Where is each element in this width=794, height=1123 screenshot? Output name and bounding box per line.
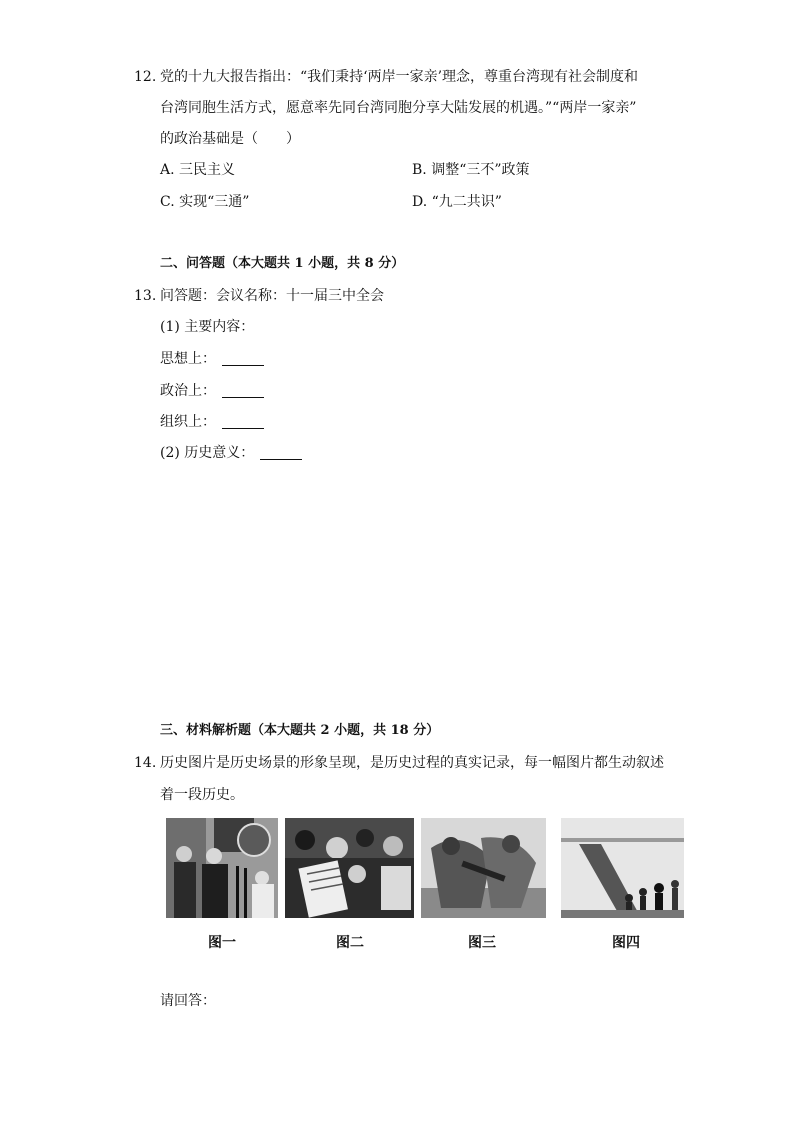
thought-row bbox=[160, 351, 264, 366]
photo-1 bbox=[166, 818, 278, 918]
question-14-number: 14. bbox=[134, 755, 157, 771]
question-12-line-1: 党的十九大报告指出：“我们秉持‘两岸一家亲’理念，尊重台湾现有社会制度和 bbox=[160, 69, 639, 85]
section-2-title: 二、问答题（本大题共 1 小题，共 8 分） bbox=[160, 256, 405, 271]
question-13-part-1: (1) 主要内容： bbox=[160, 319, 255, 335]
photo-2 bbox=[285, 818, 414, 918]
caption-2: 图二 bbox=[336, 935, 364, 951]
option-b: B. 调整“三不”政策 bbox=[412, 162, 530, 178]
photo-3 bbox=[421, 818, 546, 918]
option-d: D. “九二共识” bbox=[412, 194, 502, 210]
question-13-stem: 问答题：会议名称：十一届三中全会 bbox=[160, 288, 384, 304]
question-14-prompt: 请回答： bbox=[160, 993, 216, 1009]
option-a: A. 三民主义 bbox=[160, 162, 236, 178]
question-14-line-1: 历史图片是历史场景的形象呈现，是历史过程的真实记录，每一幅图片都生动叙述 bbox=[160, 755, 664, 771]
section-3-title: 三、材料解析题（本大题共 2 小题，共 18 分） bbox=[160, 723, 440, 738]
question-13-number: 13. bbox=[134, 288, 157, 304]
politics-label: 政治上： bbox=[160, 383, 216, 399]
question-12-line-2: 台湾同胞生活方式，愿意率先同台湾同胞分享大陆发展的机遇。”“两岸一家亲” bbox=[160, 100, 637, 116]
organization-row bbox=[160, 414, 264, 429]
question-12-number: 12. bbox=[134, 69, 157, 85]
organization-answer-blank[interactable] bbox=[222, 414, 264, 429]
significance-label: (2) 历史意义： bbox=[160, 445, 255, 461]
option-c: C. 实现“三通” bbox=[160, 194, 250, 210]
thought-label: 思想上： bbox=[160, 351, 216, 367]
caption-1: 图一 bbox=[208, 935, 236, 951]
question-14-line-2: 着一段历史。 bbox=[160, 787, 244, 803]
significance-answer-blank[interactable] bbox=[260, 445, 302, 460]
caption-4: 图四 bbox=[612, 935, 640, 951]
politics-answer-blank[interactable] bbox=[222, 383, 264, 398]
question-12-line-3: 的政治基础是（ ） bbox=[160, 131, 300, 147]
caption-3: 图三 bbox=[468, 935, 496, 951]
politics-row bbox=[160, 383, 264, 398]
organization-label: 组织上： bbox=[160, 414, 216, 430]
thought-answer-blank[interactable] bbox=[222, 351, 264, 366]
significance-row bbox=[160, 445, 302, 460]
photo-4 bbox=[561, 818, 684, 918]
